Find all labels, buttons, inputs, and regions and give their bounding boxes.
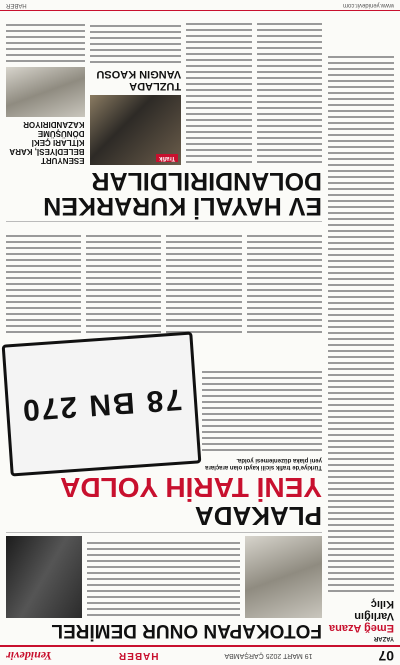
headline-yeni-tarih: YENİ TARİH YOLDA [60,472,322,503]
left-sidebar [328,23,400,645]
author-subtitle: Varlığın Kılıç [354,598,394,622]
page-number: 07 [378,648,394,664]
issue-date: 19 MART 2025 ÇARŞAMBA [224,652,313,660]
esenyurt-headline: ESENYURT BELEDİYESİ, KARA KİTLARI ÇEKİ DÖNÜŞÜME KAZANDIRIYOR [9,120,85,165]
author-name: Emeğ Azana [328,622,394,634]
photo-row [0,536,328,618]
page-header [0,645,400,665]
plate-row [0,338,328,470]
plate-kicker: Türkiye'de trafik sicili kaydı olan araçlara yeni plaka düzenlemesi yolda. [205,457,322,470]
headline-ev-hayali: EV HAYALİ KURARKEN [43,192,322,220]
headline-fotokapan: FOTOKAPAN ONUR DEMİREL [51,620,322,641]
license-plate-image: 78 BN 270 [2,331,202,476]
section-label: HABER [117,650,159,662]
author-kicker: YAZAR [373,635,394,641]
esenyurt-photo [6,67,85,117]
footer-section: HABER [6,2,27,8]
bottom-row [0,23,328,165]
plate-story-text [202,338,322,453]
content-area [0,23,400,645]
event-photo [6,536,83,618]
author-column-text [328,34,394,594]
portrait-photo [246,536,323,618]
fire-headline: TUZLADA VANGIN KAOSU [96,68,182,92]
fraud-photo [90,95,182,165]
main-column [0,23,328,645]
headline-dolandirildilar: DOLANDIRILDILAR [91,167,322,195]
headline-plakada: PLAKADA [194,501,322,531]
footer-url: www.yenidevir.com [342,2,394,8]
plate-story-columns [0,225,328,335]
photo-caption: Trafik [156,154,178,162]
fotokapan-text [88,536,241,618]
masthead-logo: Yenidevir [6,649,53,664]
page-footer [0,0,400,11]
